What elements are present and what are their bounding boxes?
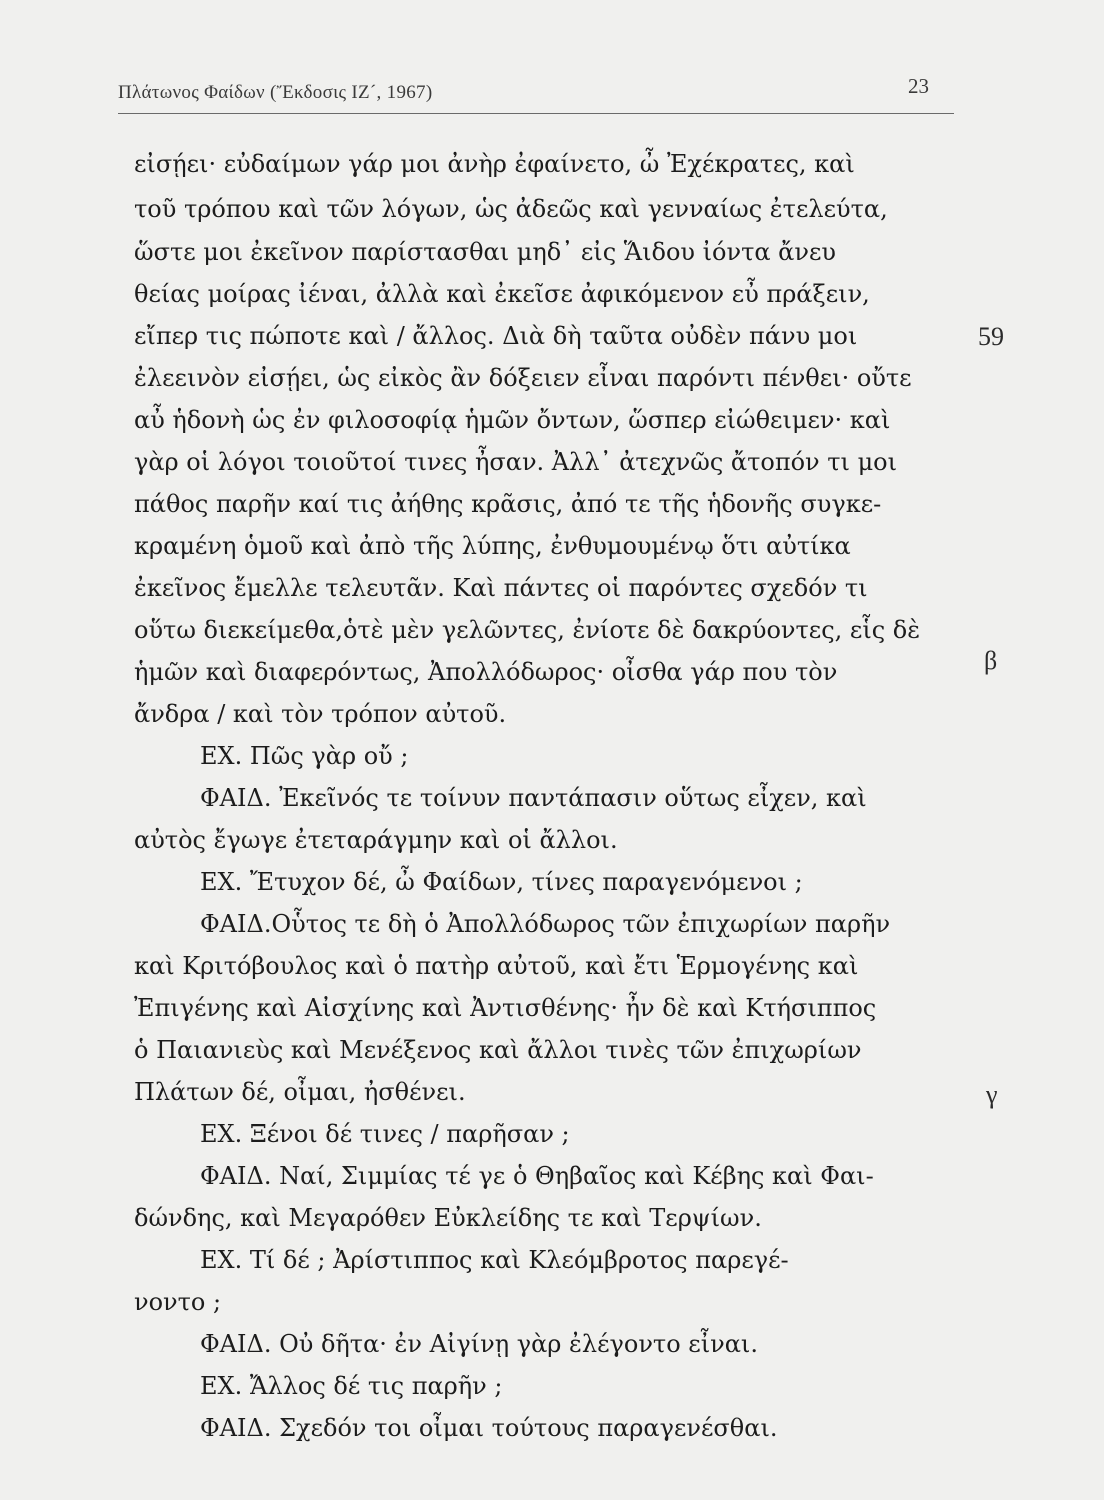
- text-line: ΕΧ. Ἔτυχον δέ, ὦ Φαίδων, τίνες παραγενόμενοι ;: [200, 868, 803, 896]
- margin-section-letter: γ: [986, 1080, 998, 1109]
- text-line: ἄνδρα / καὶ τὸν τρόπον αὐτοῦ.: [134, 700, 507, 728]
- header-rule: [118, 113, 954, 114]
- text-line: αὖ ἡδονὴ ὡς ἐν φιλοσοφίᾳ ἡμῶν ὄντων, ὥσπερ εἰώθειμεν· καὶ: [134, 406, 891, 434]
- text-line: ὥστε μοι ἐκεῖνον παρίστασθαι μηδ᾽ εἰς Ἅιδου ἰόντα ἄνευ: [134, 238, 836, 266]
- text-line: ΦΑΙΔ. Οὐ δῆτα· ἐν Αἰγίνῃ γὰρ ἐλέγοντο εἶναι.: [200, 1330, 758, 1358]
- text-line: ΦΑΙΔ.Οὗτος τε δὴ ὁ Ἀπολλόδωρος τῶν ἐπιχωρίων παρῆν: [200, 910, 891, 938]
- text-line: κραμένη ὁμοῦ καὶ ἀπὸ τῆς λύπης, ἐνθυμουμένῳ ὅτι αὐτίκα: [134, 532, 851, 560]
- text-line: τοῦ τρόπου καὶ τῶν λόγων, ὡς ἀδεῶς καὶ γενναίως ἐτελεύτα,: [134, 195, 888, 223]
- text-line: γὰρ οἱ λόγοι τοιοῦτοί τινες ἦσαν. Ἀλλ᾽ ἀτεχνῶς ἄτοπόν τι μοι: [134, 448, 898, 476]
- text-line: νοντο ;: [134, 1288, 222, 1316]
- text-line: ΕΧ. Τί δέ ; Ἀρίστιππος καὶ Κλεόμβροτος παρεγέ-: [200, 1246, 789, 1274]
- text-line: ΦΑΙΔ. Ναί, Σιμμίας τέ γε ὁ Θηβαῖος καὶ Κέβης καὶ Φαι-: [200, 1162, 874, 1190]
- text-line: ἡμῶν καὶ διαφερόντως, Ἀπολλόδωρος· οἶσθα γάρ που τὸν: [134, 658, 838, 686]
- text-line: ΕΧ. Ξένοι δέ τινες / παρῆσαν ;: [200, 1120, 570, 1148]
- text-line: θείας μοίρας ἰέναι, ἀλλὰ καὶ ἐκεῖσε ἀφικόμενον εὖ πράξειν,: [134, 280, 870, 308]
- margin-stephanus-number: 59: [978, 322, 1004, 351]
- text-line: εἴπερ τις πώποτε καὶ / ἄλλος. Διὰ δὴ ταῦτα οὐδὲν πάνυ μοι: [134, 322, 858, 350]
- text-line: εἰσῄει· εὐδαίμων γάρ μοι ἀνὴρ ἐφαίνετο, ὦ Ἐχέκρατες, καὶ: [134, 150, 855, 178]
- text-line: καὶ Κριτόβουλος καὶ ὁ πατὴρ αὐτοῦ, καὶ ἔτι Ἑρμογένης καὶ: [134, 952, 859, 980]
- text-line: ἐκεῖνος ἔμελλε τελευτᾶν. Καὶ πάντες οἱ παρόντες σχεδόν τι: [134, 574, 868, 602]
- text-line: ΦΑΙΔ. Σχεδόν τοι οἶμαι τούτους παραγενέσθαι.: [200, 1414, 778, 1442]
- text-line: ὁ Παιανιεὺς καὶ Μενέξενος καὶ ἄλλοι τινὲς τῶν ἐπιχωρίων: [134, 1036, 862, 1064]
- text-line: ΕΧ. Πῶς γὰρ οὔ ;: [200, 742, 409, 770]
- text-line: δώνδης, καὶ Μεγαρόθεν Εὐκλείδης τε καὶ Τερψίων.: [134, 1204, 762, 1232]
- text-line: αὐτὸς ἔγωγε ἐτεταράγμην καὶ οἱ ἄλλοι.: [134, 826, 618, 854]
- text-line: Πλάτων δέ, οἶμαι, ἠσθένει.: [134, 1078, 466, 1106]
- running-head: Πλάτωνος Φαίδων (Ἔκδοσις ΙΖ´, 1967): [118, 82, 433, 103]
- text-line: πάθος παρῆν καί τις ἀήθης κρᾶσις, ἀπό τε τῆς ἡδονῆς συγκε-: [134, 490, 882, 518]
- text-line: ΦΑΙΔ. Ἐκεῖνός τε τοίνυν παντάπασιν οὕτως εἶχεν, καὶ: [200, 784, 867, 812]
- text-line: ΕΧ. Ἄλλος δέ τις παρῆν ;: [200, 1372, 503, 1400]
- text-line: οὕτω διεκείμεθα,ὁτὲ μὲν γελῶντες, ἐνίοτε δὲ δακρύοντες, εἷς δὲ: [134, 616, 921, 644]
- text-line: Ἐπιγένης καὶ Αἰσχίνης καὶ Ἀντισθένης· ἦν δὲ καὶ Κτήσιππος: [134, 994, 877, 1022]
- page-number: 23: [908, 74, 929, 98]
- margin-section-letter: β: [984, 646, 998, 675]
- text-line: ἐλεεινὸν εἰσῄει, ὡς εἰκὸς ἂν δόξειεν εἶναι παρόντι πένθει· οὔτε: [134, 364, 912, 392]
